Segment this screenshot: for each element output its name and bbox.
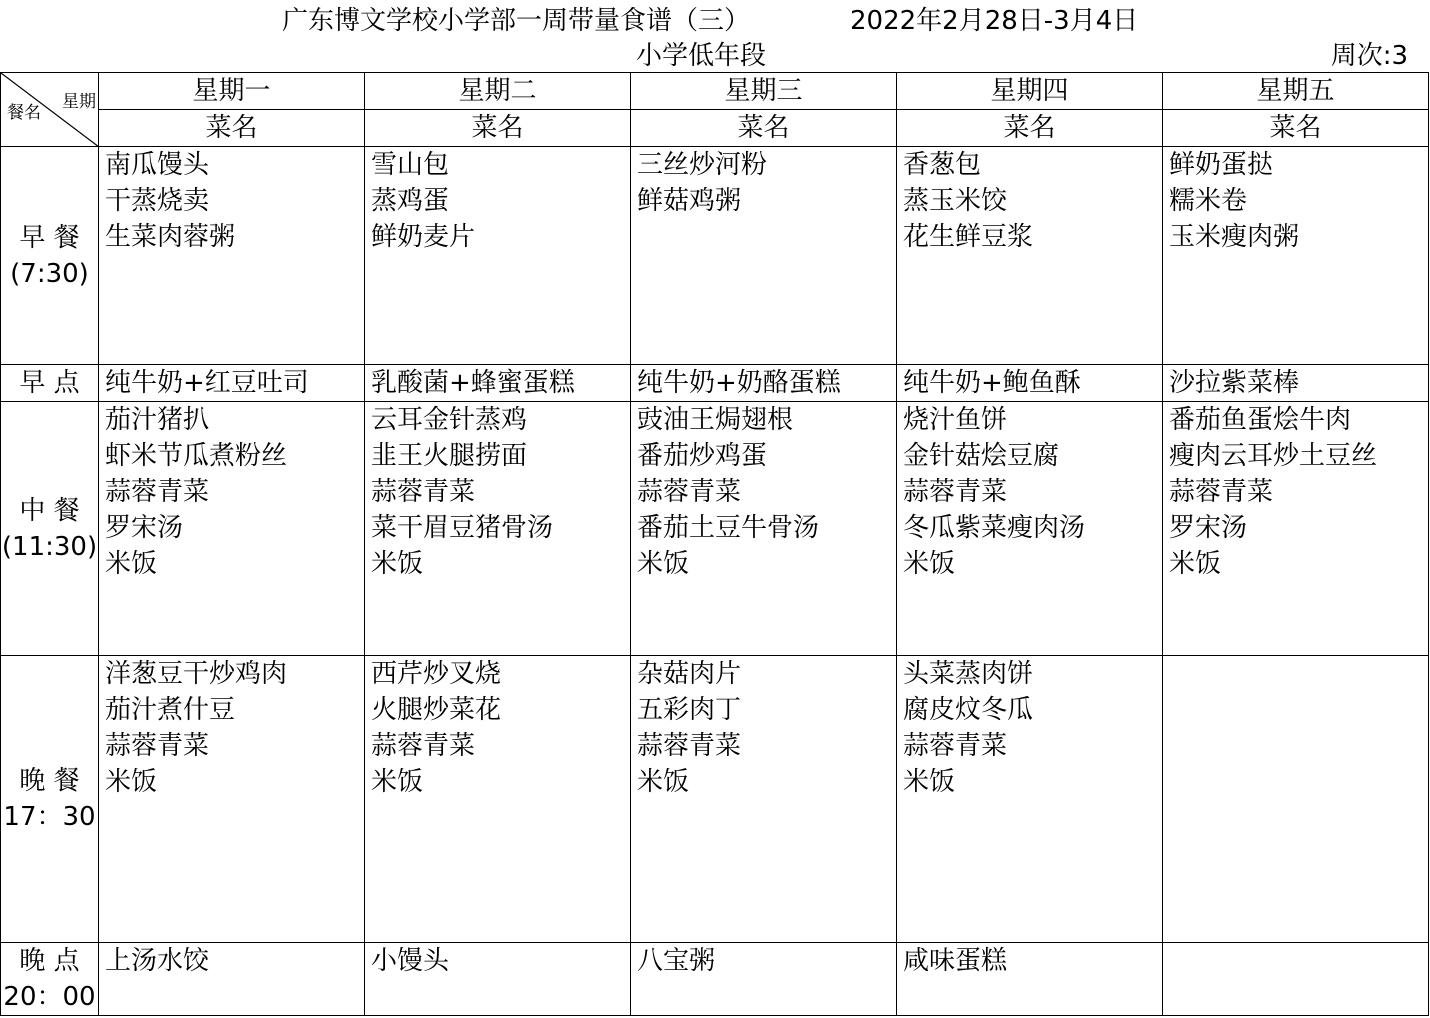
dish-cell	[631, 402, 897, 656]
dish-item: 三丝炒河粉	[637, 150, 768, 180]
meal-row	[1, 365, 1429, 402]
dish-item: 西芹炒叉烧	[371, 659, 502, 689]
dish-item: 纯牛奶+红豆吐司	[105, 368, 309, 398]
dish-item: 乳酸菌+蜂蜜蛋糕	[371, 368, 575, 398]
dish-item: 虾米节瓜煮粉丝	[105, 441, 288, 471]
dish-item: 蒜蓉青菜	[903, 731, 1008, 761]
dish-item: 菜干眉豆猪骨汤	[371, 513, 554, 543]
day-header: 星期一	[99, 73, 365, 110]
dish-item: 干蒸烧卖	[105, 186, 210, 216]
meal-time: 20：00	[3, 982, 96, 1012]
dish-item: 五彩肉丁	[637, 695, 742, 725]
dish-cell	[897, 402, 1163, 656]
dish-item: 糯米卷	[1169, 186, 1248, 216]
meal-row	[1, 402, 1429, 656]
dish-cell	[1163, 147, 1429, 365]
dish-item: 瘦肉云耳炒土豆丝	[1169, 441, 1378, 471]
dish-column-header: 菜名	[99, 110, 365, 147]
dish-item: 罗宋汤	[105, 513, 184, 543]
dish-item: 番茄土豆牛骨汤	[637, 513, 820, 543]
dish-column-header: 菜名	[897, 110, 1163, 147]
meal-label-cell	[1, 402, 99, 656]
meal-name: 早 点	[19, 368, 80, 398]
dish-item: 雪山包	[371, 150, 450, 180]
meal-name: 晚 点	[19, 946, 80, 976]
dish-column-header: 菜名	[1163, 110, 1429, 147]
dish-item: 咸味蛋糕	[903, 946, 1008, 976]
dish-item: 纯牛奶+鲍鱼酥	[903, 368, 1081, 398]
school-title: 广东博文学校小学部一周带量食谱（三）	[282, 6, 751, 36]
meal-time: 17：30	[3, 802, 96, 832]
dish-cell	[365, 147, 631, 365]
dish-item: 米饭	[371, 767, 424, 797]
meal-name: 晚 餐	[19, 766, 80, 796]
dish-column-header: 菜名	[631, 110, 897, 147]
day-header: 星期五	[1163, 73, 1429, 110]
dish-item: 香葱包	[903, 150, 982, 180]
dish-cell	[365, 943, 631, 1016]
meal-time: (7:30)	[10, 258, 89, 289]
dish-cell	[631, 147, 897, 365]
dish-cell	[1163, 365, 1429, 402]
corner-cell	[1, 73, 99, 147]
dish-item: 鲜奶蛋挞	[1169, 150, 1274, 180]
dish-column-header: 菜名	[365, 110, 631, 147]
meal-time: (11:30)	[1, 531, 98, 562]
dish-item: 蒜蓉青菜	[637, 731, 742, 761]
dish-item: 金针菇烩豆腐	[903, 441, 1060, 471]
dish-item: 米饭	[105, 767, 158, 797]
dish-cell	[99, 656, 365, 943]
dish-item: 八宝粥	[637, 946, 716, 976]
dish-cell	[1163, 656, 1429, 943]
meal-name: 早 餐	[19, 222, 80, 253]
corner-day-label: 星期	[62, 92, 96, 112]
dish-item: 番茄鱼蛋烩牛肉	[1169, 405, 1352, 435]
dish-item: 纯牛奶+奶酪蛋糕	[637, 368, 841, 398]
dish-item: 蒜蓉青菜	[371, 477, 476, 507]
date-range: 2022年2月28日-3月4日	[850, 6, 1139, 36]
dish-cell	[99, 402, 365, 656]
subtitle-row	[0, 40, 1430, 72]
dish-item: 火腿炒菜花	[371, 695, 502, 725]
dish-cell	[897, 656, 1163, 943]
dish-item: 腐皮炆冬瓜	[903, 695, 1034, 725]
dish-item: 洋葱豆干炒鸡肉	[105, 659, 288, 689]
meal-name: 中 餐	[19, 495, 80, 526]
meal-rows	[1, 147, 1429, 1016]
dish-item: 云耳金针蒸鸡	[371, 405, 528, 435]
dish-item: 头菜蒸肉饼	[903, 659, 1034, 689]
dish-item: 蒜蓉青菜	[105, 731, 210, 761]
dish-item: 米饭	[637, 549, 690, 579]
dish-item: 米饭	[371, 549, 424, 579]
dish-cell	[897, 943, 1163, 1016]
dish-cell	[897, 365, 1163, 402]
dish-item: 鲜菇鸡粥	[637, 186, 742, 216]
dish-cell	[99, 943, 365, 1016]
dish-cell	[365, 402, 631, 656]
dish-cell	[1163, 402, 1429, 656]
dish-cell	[631, 365, 897, 402]
dish-cell	[1163, 943, 1429, 1016]
dish-item: 蒸鸡蛋	[371, 186, 450, 216]
dish-item: 米饭	[637, 767, 690, 797]
meal-label-cell	[1, 147, 99, 365]
dish-item: 罗宋汤	[1169, 513, 1248, 543]
menu-table	[0, 72, 1429, 1016]
dish-item: 生菜肉蓉粥	[105, 222, 236, 252]
dish-item: 米饭	[903, 767, 956, 797]
dish-item: 南瓜馒头	[105, 150, 210, 180]
dish-item: 蒜蓉青菜	[637, 477, 742, 507]
dish-cell	[897, 147, 1163, 365]
dish-item: 米饭	[903, 549, 956, 579]
meal-label-cell	[1, 365, 99, 402]
dish-item: 蒜蓉青菜	[1169, 477, 1274, 507]
dish-item: 玉米瘦肉粥	[1169, 222, 1300, 252]
meal-row	[1, 656, 1429, 943]
dish-item: 蒜蓉青菜	[903, 477, 1008, 507]
dish-item: 韭王火腿捞面	[371, 441, 528, 471]
dish-cell	[99, 365, 365, 402]
dish-item: 沙拉紫菜棒	[1169, 368, 1300, 398]
dish-cell	[631, 656, 897, 943]
meal-row	[1, 147, 1429, 365]
day-header: 星期二	[365, 73, 631, 110]
grade-label: 小学低年段	[636, 41, 767, 71]
week-label: 周次:3	[1330, 41, 1408, 71]
meal-label-cell	[1, 656, 99, 943]
dish-item: 米饭	[105, 549, 158, 579]
corner-meal-label: 餐名	[7, 103, 41, 123]
day-header: 星期四	[897, 73, 1163, 110]
dish-item: 冬瓜紫菜瘦肉汤	[903, 513, 1086, 543]
dish-cell	[631, 943, 897, 1016]
dish-item: 蒜蓉青菜	[371, 731, 476, 761]
dish-cell	[365, 365, 631, 402]
dish-item: 鲜奶麦片	[371, 222, 476, 252]
meal-row	[1, 943, 1429, 1016]
dish-item: 蒜蓉青菜	[105, 477, 210, 507]
dish-item: 茄汁煮什豆	[105, 695, 236, 725]
dish-item: 烧汁鱼饼	[903, 405, 1008, 435]
dish-item: 番茄炒鸡蛋	[637, 441, 768, 471]
meal-label-cell	[1, 943, 99, 1016]
dish-item: 杂菇肉片	[637, 659, 742, 689]
dish-item: 蒸玉米饺	[903, 186, 1008, 216]
dish-item: 茄汁猪扒	[105, 405, 210, 435]
menu-title	[0, 2, 1430, 40]
dish-cell	[99, 147, 365, 365]
dish-item: 米饭	[1169, 549, 1222, 579]
dish-item: 小馒头	[371, 946, 450, 976]
dish-item: 上汤水饺	[105, 946, 210, 976]
day-header: 星期三	[631, 73, 897, 110]
dish-item: 花生鲜豆浆	[903, 222, 1034, 252]
dish-cell	[365, 656, 631, 943]
dish-item: 豉油王焗翅根	[637, 405, 794, 435]
